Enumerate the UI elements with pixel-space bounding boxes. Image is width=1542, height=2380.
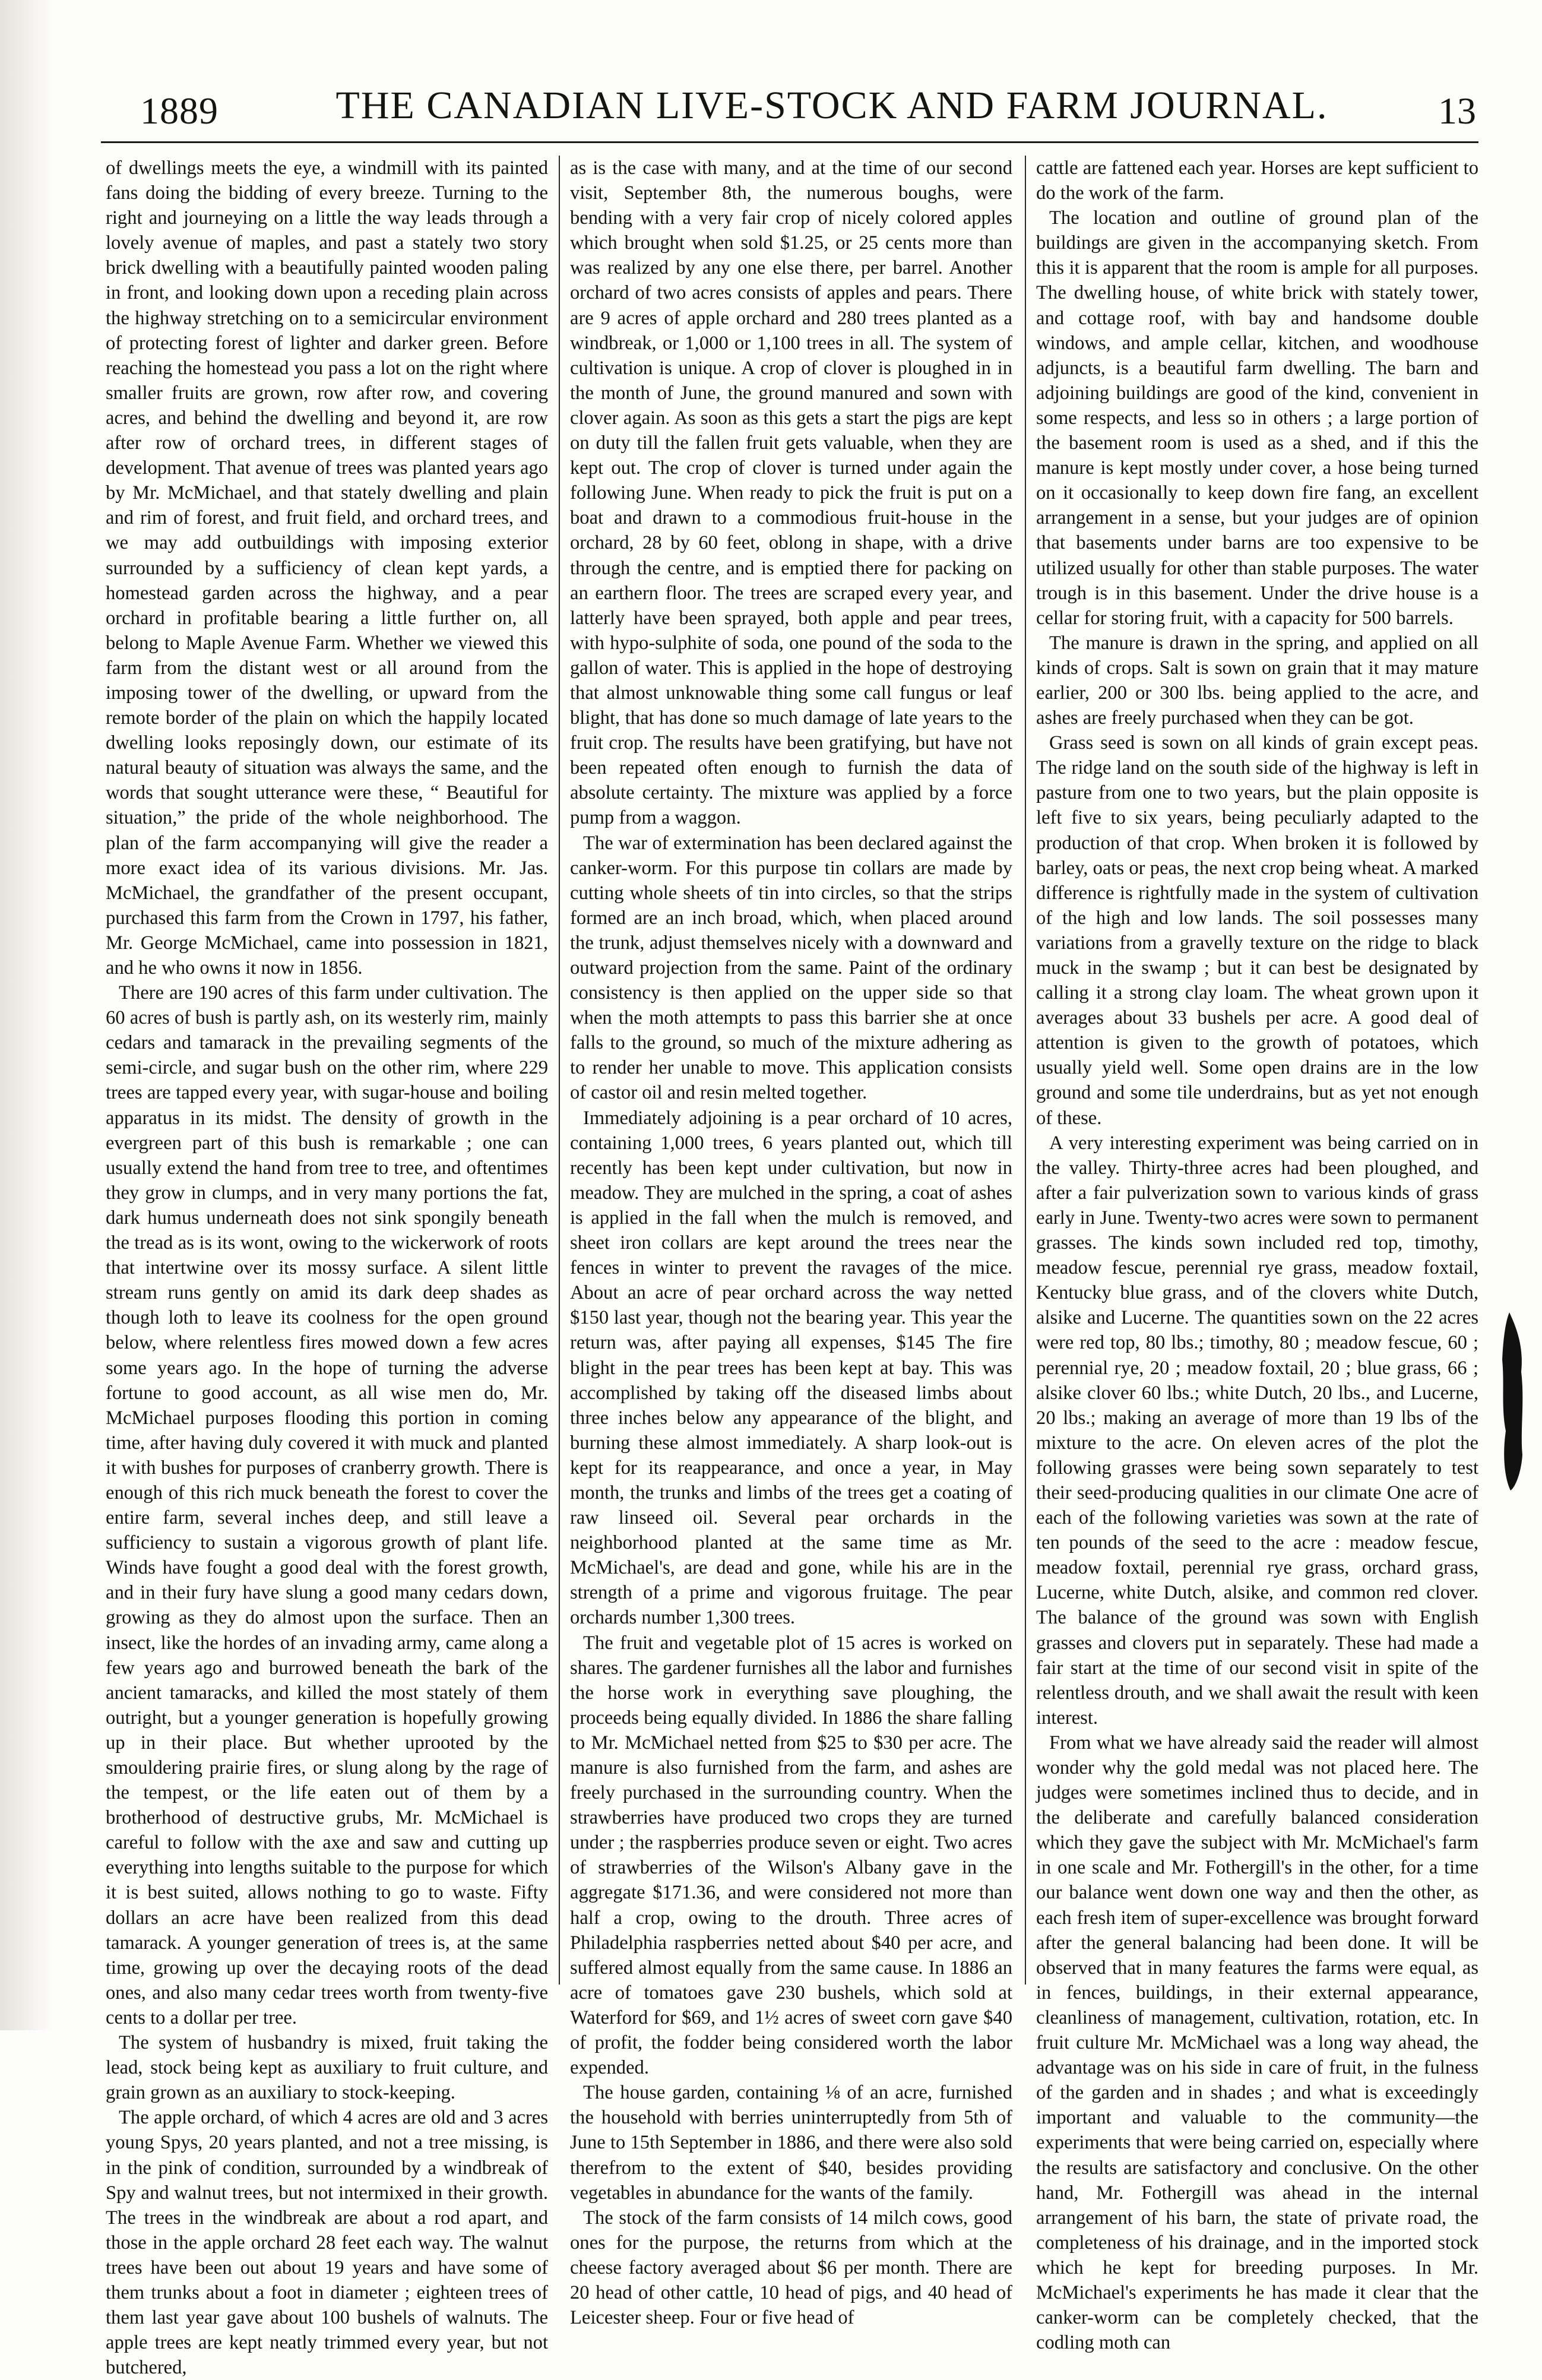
journal-title: THE CANADIAN LIVE-STOCK AND FARM JOURNAL. [335,84,1328,127]
paragraph: cattle are fattened each year. Horses are kept sufficient to do the work of the farm. [1036,157,1478,204]
paragraph: Immediately adjoining is a pear orchard of 10 acres, containing 1,000 trees, 6 years planted out, which till recently has been kept under cultivation, but now in meadow. They are mulched in the spring, a coat of ashes is applied in the fall when the mulch is removed, and sheet iron collars are kept around the trees near the fences in winter to prevent the ravages of the mice. About an acre of pear orchard across the way netted $150 last year, though not the bearing year. This year the return was, after paying all expenses, $145 The fire blight in the pear trees has been kept at bay. This was accomplished by taking off the diseased limbs about three inches below any appearance of the blight, and burning these almost immediately. A sharp look-out is kept for its reappearance, and once a year, in May month, the trunks and limbs of the trees get a coating of raw linseed oil. Several pear orchards in the neighborhood planted at the same time as Mr. McMichael's, are dead and gone, while his are in the strength of a prime and vigorous fruitage. The pear orchards number 1,300 trees. [570,1107,1012,1629]
paragraph: The location and outline of ground plan of the buildings are given in the accompanying sketch. From this it is apparent that the room is ample for all purposes. The dwelling house, of white brick with stately tower, and cottage roof, with bay and handsome double windows, and ample cellar, kitchen, and woodhouse adjuncts, is a beautiful farm dwelling. The barn and adjoining buildings are good of the kind, convenient in some respects, and less so in others ; a large portion of the basement room is used as a shed, and if this the manure is kept mostly under cover, a hose being turned on it occasionally to keep down fire fang, an excellent arrangement in a sense, but your judges are of opinion that basements under barns are too expensive to be utilized usually for other than stable purposes. The water trough is in this basement. Under the drive house is a cellar for storing fruit, with a capacity for 500 barrels. [1036,207,1478,629]
header-year: 1889 [140,90,219,132]
column-3 [1036,156,1478,2354]
paragraph: The manure is drawn in the spring, and applied on all kinds of crops. Salt is sown on grain that it may mature earlier, 200 or 300 lbs. being applied to the acre, and ashes are freely purchased when they can be got. [1036,632,1478,729]
paragraph: From what we have already said the reader will almost wonder why the gold medal was not placed here. The judges were sometimes inclined thus to decide, and in the deliberate and carefully balanced consideration which they gave the subject with Mr. McMichael's farm in one scale and Mr. Fothergill's in the other, for a time our balance went down one way and then the other, as each fresh item of super-excellence was brought forward after the general balancing had been done. It will be observed that in many features the farms were equal, as in fences, buildings, in their external appearance, cleanliness of management, cultivation, rotation, etc. In fruit culture Mr. McMichael was a long way ahead, the advantage was on his side in care of fruit, in the fulness of the garden and in shades ; and what is exceedingly important and valuable to the community—the experiments that were being carried on, especially where the results are satisfactory and conclusive. On the other hand, Mr. Fothergill was ahead in the internal arrangement of his barn, the state of private road, the completeness of his drainage, and in the imported stock which he kept for breeding purposes. In Mr. McMichael's experiments he has made it clear that the canker-worm can be completely checked, that the codling moth can [1036,1732,1478,2354]
page-header [140,83,1476,137]
column-divider [559,156,560,1985]
column-divider [1025,156,1026,1985]
column-1 [106,156,548,2379]
paragraph: Grass seed is sown on all kinds of grain except peas. The ridge land on the south side of the highway is left in pasture from one to two years, but the plain opposite is left five to six years, being peculiarly adapted to the production of that crop. When broken it is followed by barley, oats or peas, the next crop being wheat. A marked difference is rightfully made in the system of cultivation of the high and low lands. The soil possesses many variations from a gravelly texture on the ridge to black muck in the swamp ; but it can best be designated by calling it a strong clay loam. The wheat grown upon it averages about 33 bushels per acre. A good deal of attention is given to the growth of potatoes, which usually yield well. Some open drains are in the low ground and some tile underdrains, but as yet not enough of these. [1036,732,1478,1129]
paragraph: The house garden, containing ⅛ of an acre, furnished the household with berries uninterruptedly from 5th of June to 15th September in 1886, and there were also sold therefrom to the extent of $40, besides providing vegetables in abundance for the wants of the family. [570,2082,1012,2204]
page-number: 13 [1438,90,1476,132]
paragraph: The war of extermination has been declared against the canker-worm. For this purpose tin collars are made by cutting whole sheets of tin into circles, so that the strips formed are an inch broad, which, when placed around the trunk, adjust themselves nicely with a downward and outward projection from the same. Paint of the ordinary consistency is then applied on the upper side so that when the moth attempts to pass this barrier she at once falls to the ground, so much of the mixture adhering as to render her unable to move. This application consists of castor oil and resin melted together. [570,832,1012,1104]
binding-edge [0,0,53,2030]
column-2 [570,156,1012,2329]
paragraph: A very interesting experiment was being carried on in the valley. Thirty-three acres had been ploughed, and after a fair pulverization sown to various kinds of grass early in June. Twenty-two acres were sown to permanent grasses. The kinds sown included red top, timothy, meadow fescue, perennial rye grass, meadow foxtail, Kentucky blue grass, and of the clovers white Dutch, alsike and Lucerne. The quantities sown on the 22 acres were red top, 80 lbs.; timothy, 80 ; meadow fescue, 60 ; perennial rye, 20 ; meadow foxtail, 20 ; blue grass, 66 ; alsike clover 60 lbs.; white Dutch, 20 lbs., and Lucerne, 20 lbs.; making an average of more than 19 lbs of the mixture to the acre. On eleven acres of the plot the following grasses were being sown separately to test their seed-producing qualities in our climate One acre of each of the following varieties was sown at the rate of ten pounds of the seed to the acre : meadow fescue, meadow foxtail, perennial rye grass, orchard grass, Lucerne, white Dutch, alsike, and common red clover. The balance of the ground was sown with English grasses and clovers put in separately. These had made a fair start at the time of our second visit in spite of the relentless drouth, and we shall await the result with keen interest. [1036,1132,1478,1729]
header-rule [101,141,1478,143]
paragraph: The fruit and vegetable plot of 15 acres is worked on shares. The gardener furnishes all the labor and furnishes the horse work in everything save ploughing, the proceeds being equally divided. In 1886 the share falling to Mr. McMichael netted from $25 to $30 per acre. The manure is also furnished from the farm, and ashes are freely purchased in the surrounding country. When the strawberries have produced two crops they are turned under ; the raspberries produce seven or eight. Two acres of strawberries of the Wilson's Albany gave in the aggregate $171.36, and were considered not more than half a crop, owing to the drouth. Three acres of Philadelphia raspberries netted about $40 per acre, and suffered almost equally from the same cause. In 1886 an acre of tomatoes gave 230 bushels, which sold at Waterford for $69, and 1½ acres of sweet corn gave $40 of profit, the fodder being considered worth the labor expended. [570,1632,1012,2079]
paragraph: as is the case with many, and at the time of our second visit, September 8th, the numerous boughs, were bending with a very fair crop of nicely colored apples which brought when sold $1.25, or 25 cents more than was realized by any one else there, per barrel. Another orchard of two acres consists of apples and pears. There are 9 acres of apple orchard and 280 trees planted as a windbreak, or 1,000 or 1,100 trees in all. The system of cultivation is unique. A crop of clover is ploughed in in the month of June, the ground manured and sown with clover again. As soon as this gets a start the pigs are kept on duty till the fallen fruit gets valuable, when they are kept out. The crop of clover is turned under again the following June. When ready to pick the fruit is put on a boat and drawn to a commodious fruit-house in the orchard, 28 by 60 feet, oblong in shape, with a drive through the centre, and is emptied there for packing on an earthern floor. The trees are scraped every year, and latterly have been sprayed, both apple and pear trees, with hypo-sulphite of soda, one pound of the soda to the gallon of water. This is applied in the hope of destroying that almost unknowable thing some call fungus or leaf blight, that has done so much damage of late years to the fruit crop. The results have been gratifying, but have not been repeated often enough to furnish the data of absolute certainty. The mixture was applied by a force pump from a waggon. [570,157,1012,829]
paragraph: The stock of the farm consists of 14 milch cows, good ones for the purpose, the returns from which at the cheese factory averaged about $6 per month. There are 20 head of other cattle, 10 head of pigs, and 40 head of Leicester sheep. Four or five head of [570,2207,1012,2329]
ink-blot [1497,1312,1527,1490]
paragraph: of dwellings meets the eye, a windmill with its painted fans doing the bidding of every breeze. Turning to the right and journeying on a little the way leads through a lovely avenue of maples, and past a stately two story brick dwelling with a beautifully painted wooden paling in front, and looking down upon a receding plain across the highway stretching on to a semicircular environment of protecting forest of lighter and darker green. Before reaching the homestead you pass a lot on the right where smaller fruits are grown, row after row, and covering acres, and behind the dwelling and beyond it, are row after row of orchard trees, in different stages of development. That avenue of trees was planted years ago by Mr. McMichael, and that stately dwelling and plain and rim of forest, and fruit field, and orchard trees, and we may add outbuildings with imposing exterior surrounded by a sufficiency of clean kept yards, a homestead garden across the highway, and a pear orchard in profitable bearing a little further on, all belong to Maple Avenue Farm. Whether we viewed this farm from the distant west or all around from the imposing tower of the dwelling, or upward from the remote border of the plain on which the happily located dwelling looks reposingly down, our estimate of its natural beauty of situation was always the same, and the words that sought utterance were these, “ Beautiful for situation,” the pride of the whole neighborhood. The plan of the farm accompanying will give the reader a more exact idea of its various divisions. Mr. Jas. McMichael, the grandfather of the present occupant, purchased this farm from the Crown in 1797, his father, Mr. George McMichael, came into possession in 1821, and he who owns it now in 1856. [106,157,548,979]
paragraph: The apple orchard, of which 4 acres are old and 3 acres young Spys, 20 years planted, and not a tree missing, is in the pink of condition, surrounded by a windbreak of Spy and walnut trees, but not intermixed in their growth. The trees in the windbreak are about a rod apart, and those in the apple orchard 28 feet each way. The walnut trees have been out about 19 years and have some of them trunks about a foot in diameter ; eighteen trees of them last year gave about 100 bushels of walnuts. The apple trees are kept neatly trimmed every year, but not butchered, [106,2107,548,2379]
paragraph: There are 190 acres of this farm under cultivation. The 60 acres of bush is partly ash, on its westerly rim, mainly cedars and tamarack in the prevailing segments of the semi-circle, and sugar bush on the other rim, where 229 trees are tapped every year, with sugar-house and boiling apparatus in its midst. The density of growth in the evergreen part of this bush is remarkable ; one can usually extend the hand from tree to tree, and oftentimes they grow in clumps, and in very many portions the fat, dark humus underneath does not sink spongily beneath the tread as is its wont, owing to the wickerwork of roots that intertwine over its mossy surface. A silent little stream runs gently on amid its dark deep shades as though loth to leave its coolness for the open ground below, where relentless fires mowed down a few acres some years ago. In the hope of turning the adverse fortune to good account, as all wise men do, Mr. McMichael purposes flooding this portion in coming time, after having duly covered it with muck and planted it with bushes for purposes of cranberry growth. There is enough of this rich muck beneath the forest to cover the entire farm, several inches deep, and still leave a sufficiency to sustain a vigorous growth of plant life. Winds have fought a good deal with the forest growth, and in their fury have slung a good many cedars down, growing as they do almost upon the surface. Then an insect, like the hordes of an invading army, came along a few years ago and burrowed beneath the bark of the ancient tamaracks, and killed the most stately of them outright, but a younger generation is hopefully growing up in their place. But whether uprooted by the smouldering prairie fires, or slung along by the rage of the tempest, or the life eaten out of them by a brotherhood of destructive grubs, Mr. McMichael is careful to follow with the axe and saw and cutting up everything into lengths suitable to the purpose for which it is best suited, allows nothing to go to waste. Fifty dollars an acre have been realized from this dead tamarack. A younger generation of trees is, at the same time, growing up over the decaying roots of the dead ones, and also many cedar trees worth from twenty-five cents to a dollar per tree. [106,982,548,2028]
paragraph: The system of husbandry is mixed, fruit taking the lead, stock being kept as auxiliary to fruit culture, and grain grown as an auxiliary to stock-keeping. [106,2032,548,2104]
